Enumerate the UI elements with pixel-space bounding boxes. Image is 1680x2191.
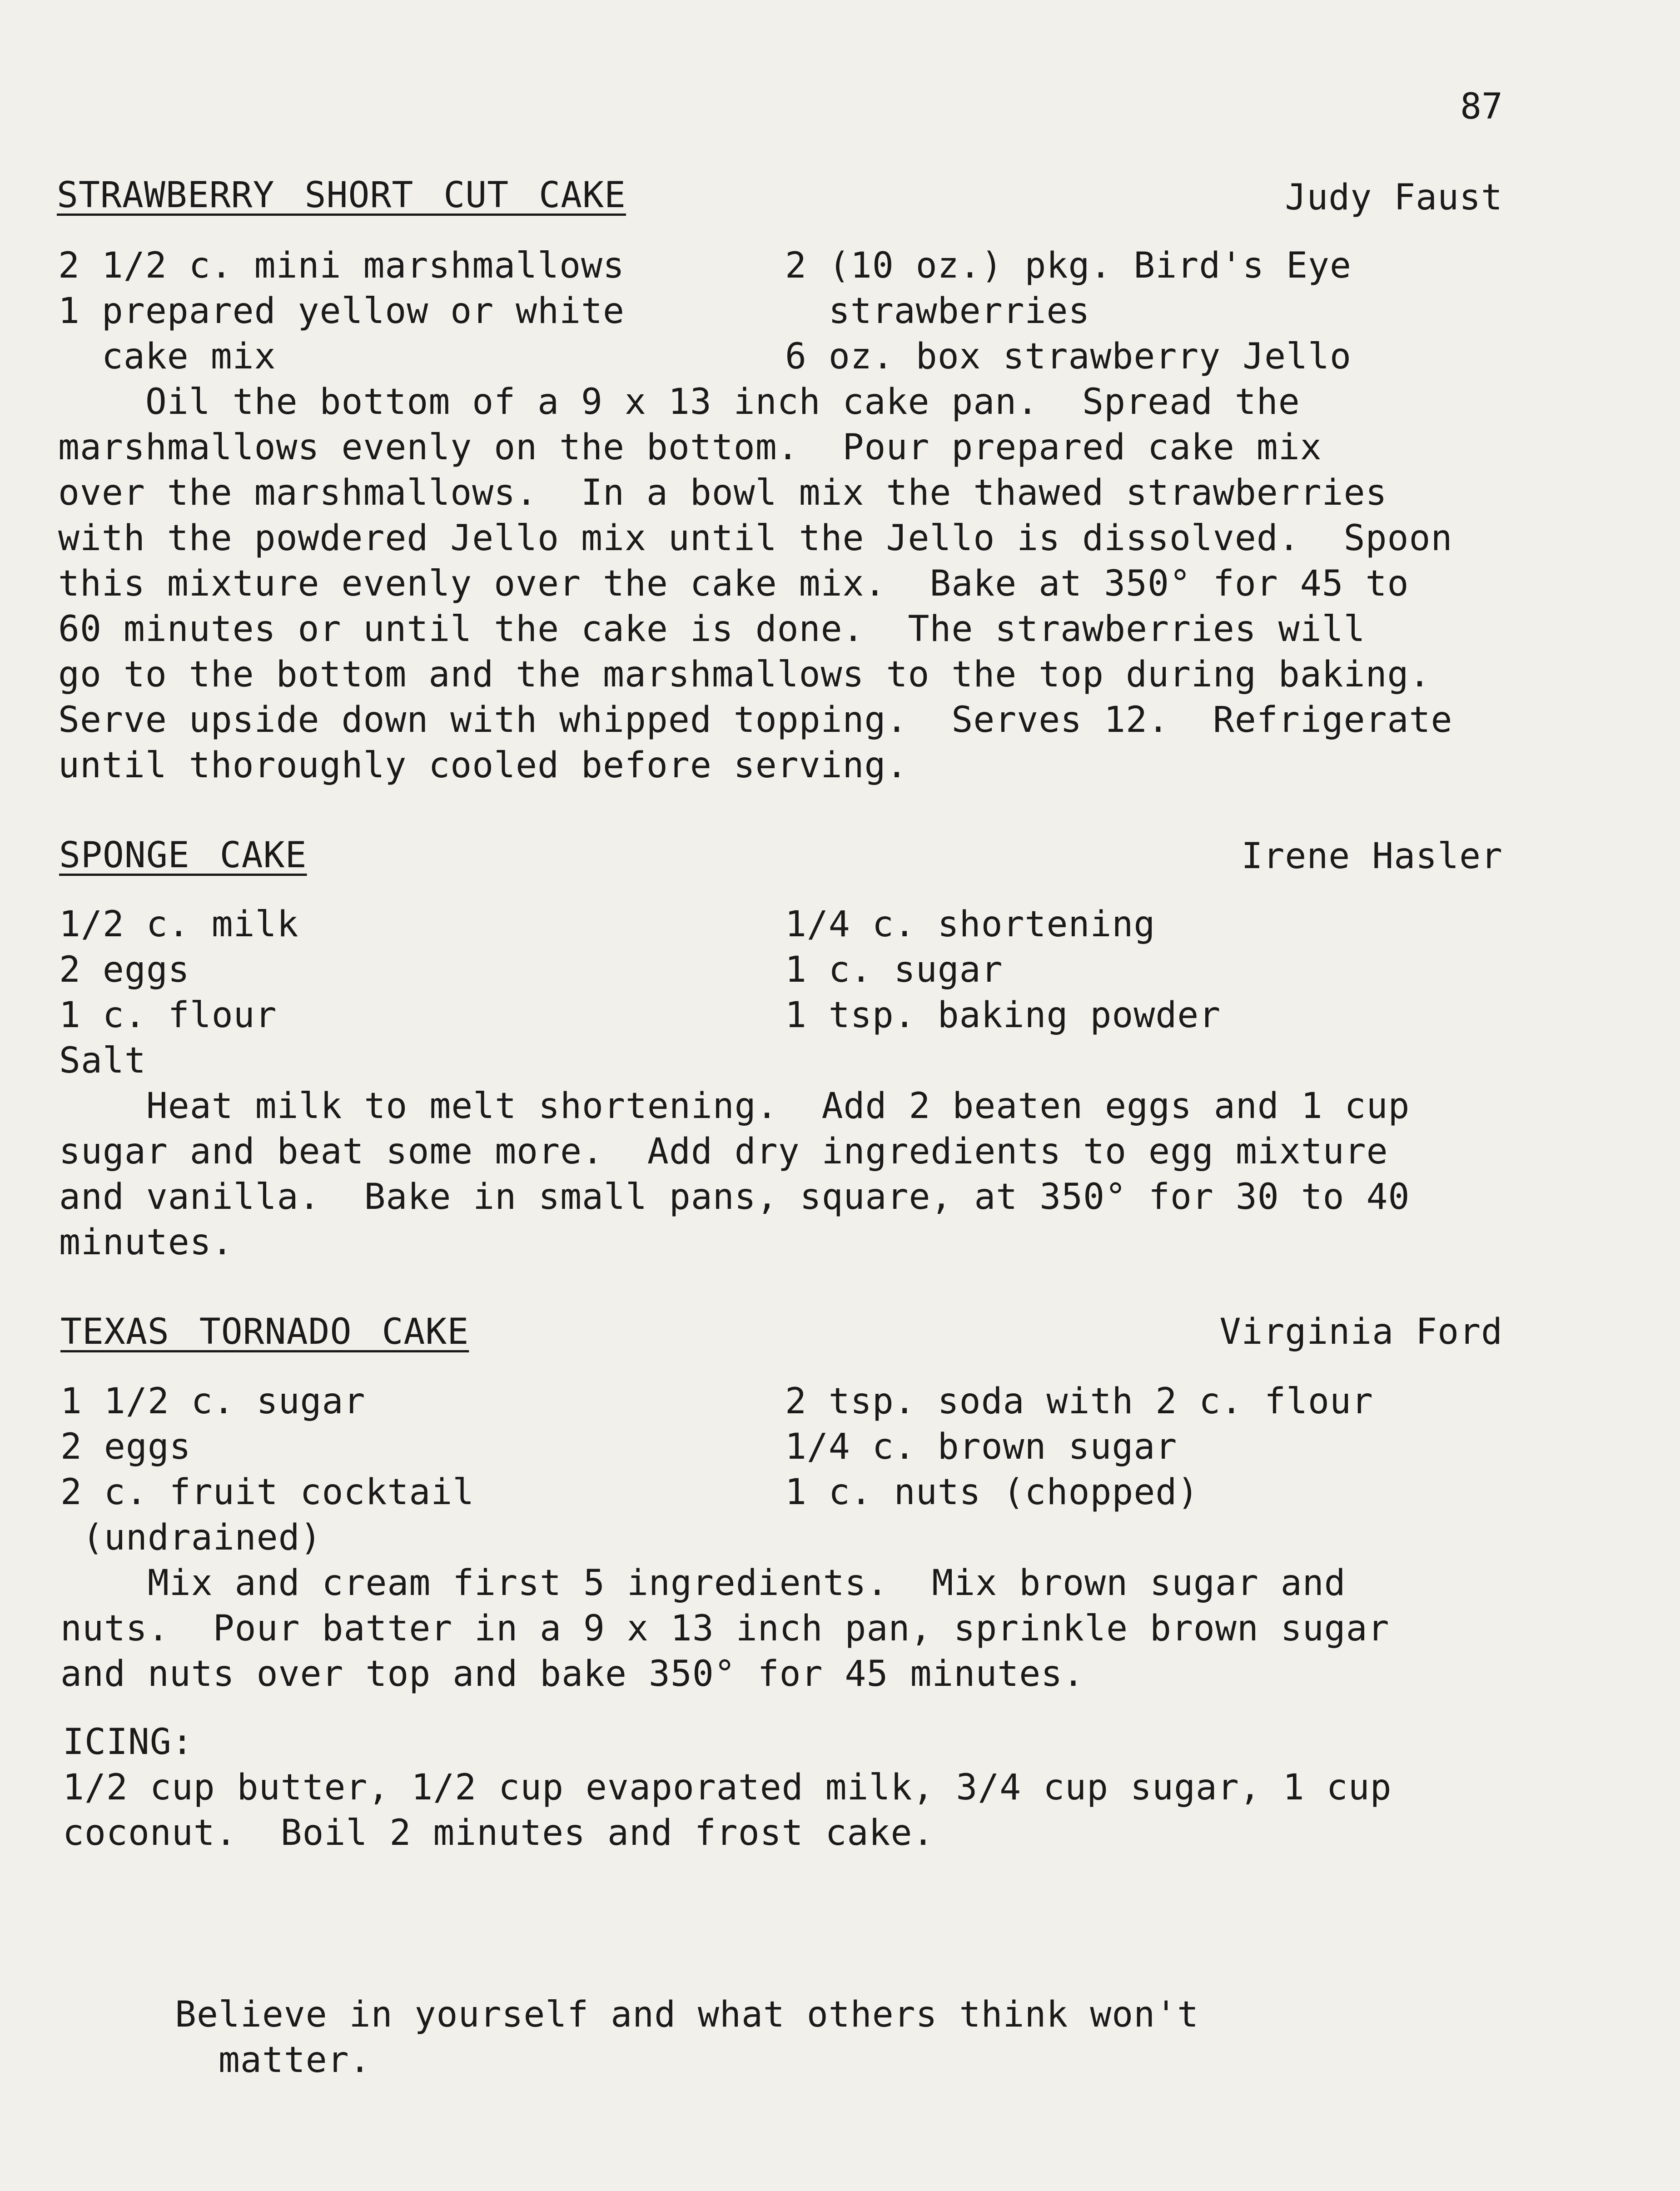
icing-line: 1/2 cup butter, 1/2 cup evaporated milk, 3/4 cup sugar, 1 cup — [63, 1767, 1392, 1808]
directions-line: sugar and beat some more. Add dry ingredients to egg mixture — [59, 1131, 1388, 1172]
ingredient: 2 1/2 c. mini marshmallows — [58, 245, 625, 286]
directions-line: with the powdered Jello mix until the Jello is dissolved. Spoon — [58, 518, 1453, 559]
ingredient: 1/4 c. shortening — [785, 904, 1156, 945]
ingredient: 6 oz. box strawberry Jello — [785, 336, 1352, 377]
directions-line: nuts. Pour batter in a 9 x 13 inch pan, sprinkle brown sugar — [60, 1608, 1390, 1649]
ingredient: 1 1/2 c. sugar — [60, 1381, 366, 1422]
ingredient: 2 (10 oz.) pkg. Bird's Eye — [785, 245, 1352, 286]
ingredient: 1 c. flour — [59, 995, 277, 1036]
recipe-title: STRAWBERRY SHORT CUT CAKE — [57, 175, 626, 216]
ingredient: 1/4 c. brown sugar — [785, 1426, 1178, 1467]
ingredient: 2 c. fruit cocktail — [60, 1472, 475, 1513]
page-number: 87 — [1460, 86, 1503, 127]
directions-line: minutes. — [59, 1222, 234, 1263]
ingredient: 2 eggs — [59, 949, 190, 990]
directions-line: marshmallows evenly on the bottom. Pour prepared cake mix — [58, 427, 1322, 468]
directions-line: 60 minutes or until the cake is done. The strawberries will — [58, 609, 1366, 650]
directions-line: Heat milk to melt shortening. Add 2 beaten eggs and 1 cup — [59, 1086, 1410, 1127]
ingredient: Salt — [59, 1040, 146, 1081]
ingredient: 1 c. nuts (chopped) — [785, 1472, 1199, 1513]
quote-line: matter. — [175, 2040, 371, 2081]
icing-line: coconut. Boil 2 minutes and frost cake. — [63, 1813, 934, 1853]
directions-line: go to the bottom and the marshmallows to the top during baking. — [58, 654, 1431, 695]
recipe-author: Judy Faust — [1285, 177, 1503, 218]
icing-label: ICING: — [63, 1722, 194, 1763]
directions-line: Oil the bottom of a 9 x 13 inch cake pan. Spread the — [58, 382, 1300, 422]
directions-line: Serve upside down with whipped topping. Serves 12. Refrigerate — [58, 700, 1453, 740]
ingredient: 1 c. sugar — [785, 949, 1003, 990]
ingredient: 1/2 c. milk — [59, 904, 299, 945]
ingredient: 1 tsp. baking powder — [785, 995, 1221, 1036]
ingredient: 2 eggs — [60, 1426, 191, 1467]
ingredient: 2 tsp. soda with 2 c. flour — [785, 1381, 1373, 1422]
recipe-author: Virginia Ford — [1219, 1312, 1503, 1352]
recipe-author: Irene Hasler — [1241, 836, 1503, 877]
quote-line: Believe in yourself and what others think won't — [175, 1994, 1199, 2035]
ingredient: 1 prepared yellow or white — [58, 291, 625, 332]
directions-line: and nuts over top and bake 350° for 45 minutes. — [60, 1654, 1085, 1694]
recipe-title: SPONGE CAKE — [59, 835, 307, 876]
recipe-title: TEXAS TORNADO CAKE — [60, 1312, 469, 1352]
directions-line: until thoroughly cooled before serving. — [58, 745, 908, 786]
ingredient: strawberries — [785, 291, 1090, 332]
ingredient: (undrained) — [60, 1517, 322, 1558]
directions-line: Mix and cream first 5 ingredients. Mix brown sugar and — [60, 1563, 1346, 1604]
directions-line: this mixture evenly over the cake mix. Bake at 350° for 45 to — [58, 563, 1409, 604]
directions-line: and vanilla. Bake in small pans, square, at 350° for 30 to 40 — [59, 1177, 1410, 1217]
directions-line: over the marshmallows. In a bowl mix the thawed strawberries — [58, 472, 1387, 513]
ingredient: cake mix — [58, 336, 276, 377]
